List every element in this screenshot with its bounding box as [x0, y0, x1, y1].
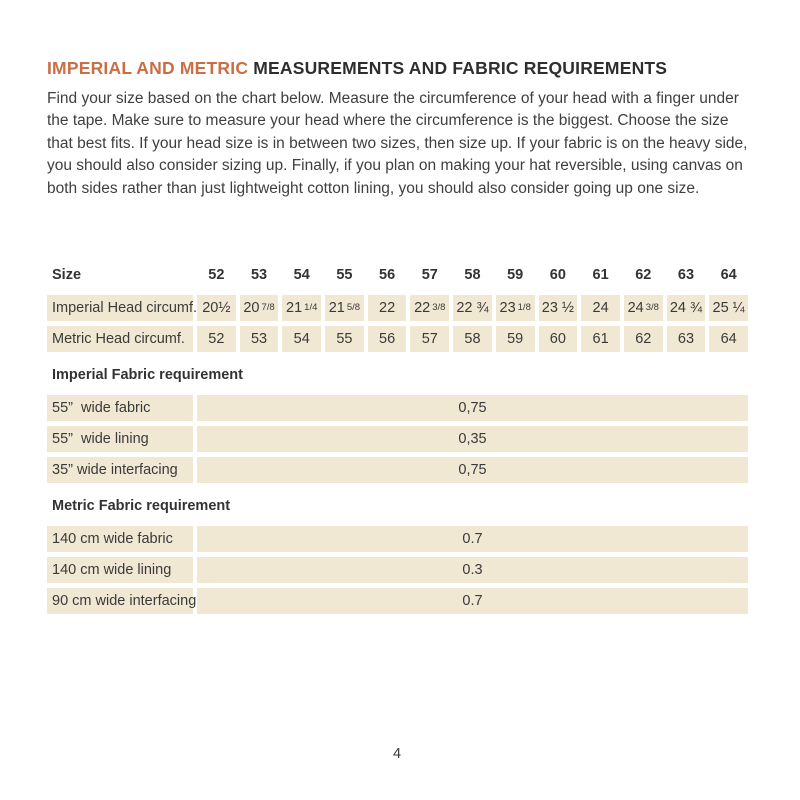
circumference-cell: 22 3/8 [410, 295, 449, 321]
circumference-cell: 64 [709, 326, 748, 352]
section-heading: Metric Fabric requirement [52, 498, 231, 515]
fabric-requirement-value: 0,35 [197, 426, 748, 452]
row-label: 55” wide lining [47, 426, 193, 452]
row-label: 55” wide fabric [47, 395, 193, 421]
circumference-cell: 60 [539, 326, 578, 352]
circumference-cell: 22 ¾ [453, 295, 492, 321]
circumference-cell: 22 [368, 295, 407, 321]
size-header-cell: 53 [250, 267, 268, 284]
size-header-cell: 63 [677, 267, 695, 284]
circumference-cell: 23 ½ [539, 295, 578, 321]
size-header-cell: 55 [336, 267, 353, 284]
row-label: 140 cm wide lining [47, 557, 193, 583]
table-row [47, 457, 748, 483]
circumference-cell: 21 1/4 [282, 295, 321, 321]
row-label: Metric Head circumf. [47, 326, 193, 352]
size-header-cell: 60 [549, 267, 566, 284]
fabric-requirement-value: 0,75 [197, 395, 748, 421]
row-label: 140 cm wide fabric [47, 526, 193, 552]
size-header-cell: 59 [507, 267, 524, 284]
circumference-cell: 52 [197, 326, 236, 352]
table-row [47, 426, 748, 452]
circumference-cell: 57 [410, 326, 449, 352]
fabric-requirement-value: 0,75 [197, 457, 748, 483]
page-title-accent: IMPERIAL AND METRIC [47, 58, 249, 78]
circumference-cell: 24 ¾ [667, 295, 706, 321]
page-title-rest: MEASUREMENTS AND FABRIC REQUIREMENTS [248, 58, 668, 78]
table-row [47, 488, 748, 521]
row-label: 35” wide interfacing [47, 457, 193, 483]
circumference-cell: 24 3/8 [624, 295, 663, 321]
table-row [47, 557, 748, 583]
circumference-cell: 59 [496, 326, 535, 352]
size-column-header: Size [52, 267, 82, 284]
fabric-requirement-value: 0.3 [197, 557, 748, 583]
table-row [47, 326, 748, 352]
fabric-requirement-value: 0.7 [197, 526, 748, 552]
size-header-cell: 64 [720, 267, 737, 284]
size-header-cell: 52 [208, 267, 225, 284]
size-header-cell: 56 [379, 267, 396, 284]
size-header-cell: 57 [421, 267, 438, 284]
size-header-cell: 54 [293, 267, 310, 284]
table-row [47, 295, 748, 321]
circumference-cell: 54 [282, 326, 321, 352]
size-header-cell: 58 [464, 267, 481, 284]
circumference-cell: 53 [240, 326, 279, 352]
table-row [47, 395, 748, 421]
circumference-cell: 21 5/8 [325, 295, 364, 321]
circumference-cell: 56 [368, 326, 407, 352]
row-label: 90 cm wide interfacing [47, 588, 193, 614]
table-row [47, 526, 748, 552]
section-heading: Imperial Fabric requirement [52, 367, 243, 384]
circumference-cell: 63 [667, 326, 706, 352]
size-header-cell: 62 [635, 267, 652, 284]
circumference-cell: 20 7/8 [240, 295, 279, 321]
size-header-cell: 61 [592, 267, 609, 284]
circumference-cell: 61 [581, 326, 620, 352]
row-label: Imperial Head circumf. [47, 295, 193, 321]
circumference-cell: 25 ¼ [709, 295, 748, 321]
circumference-cell: 55 [325, 326, 364, 352]
circumference-cell: 58 [453, 326, 492, 352]
table-row [47, 357, 748, 390]
table-row [47, 588, 748, 614]
page-title [47, 58, 748, 79]
fabric-requirement-value: 0.7 [197, 588, 748, 614]
intro-paragraph: Find your size based on the chart below. Measure the circumference of your head with a finger under the tape. Make sure to measure your head where the circumference is the biggest. Choose the size that best fits. If your head size is in between two sizes, then size up. If your fabric is on the heavy side, you should also consider sizing up. Finally, if you plan on making your hat reversible, using canvas on both sides rather than just lightweight cotton lining, you should also consider going up one size. [47, 90, 748, 197]
page-number: 4 [392, 746, 402, 762]
circumference-cell: 20½ [197, 295, 236, 321]
circumference-cell: 24 [581, 295, 620, 321]
circumference-cell: 62 [624, 326, 663, 352]
size-chart-table [47, 262, 748, 614]
circumference-cell: 23 1/8 [496, 295, 535, 321]
table-row [47, 262, 748, 288]
